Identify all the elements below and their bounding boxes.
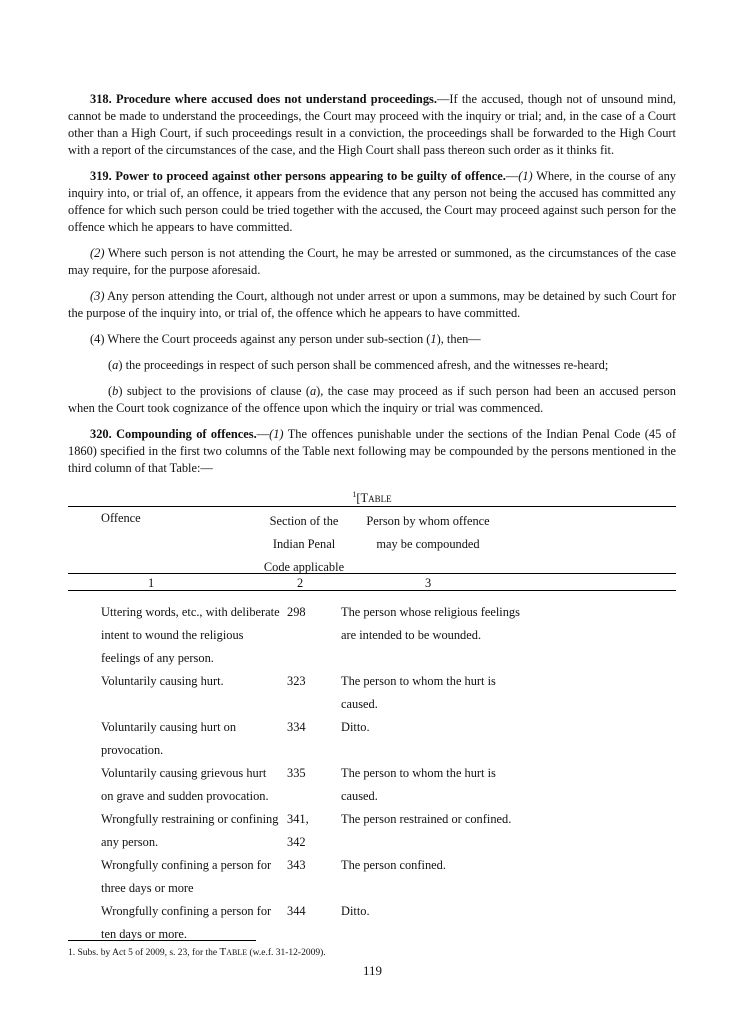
offence-cell <box>101 808 281 854</box>
person-cell <box>341 716 581 739</box>
table-row <box>68 716 676 762</box>
sub-4-post: ), then— <box>436 332 481 346</box>
column-numbers <box>68 574 676 590</box>
offence-cell <box>101 601 281 670</box>
footnote-tail: (w.e.f. 31-12-2009). <box>247 948 326 958</box>
header-person <box>358 510 498 556</box>
person-line: Ditto. <box>341 720 370 734</box>
offence-line: Voluntarily causing hurt. <box>101 674 224 688</box>
section-line: 342 <box>287 835 306 849</box>
person-line: caused. <box>341 789 378 803</box>
person-cell <box>341 762 581 808</box>
sub-4-ref: 1 <box>430 332 437 346</box>
person-line: The person whose religious feelings <box>341 605 520 619</box>
offence-line: provocation. <box>101 743 164 757</box>
section-320 <box>68 426 676 477</box>
offence-line: on grave and sudden provocation. <box>101 789 269 803</box>
footnote-table-word: Table <box>219 946 248 958</box>
clause-b-ref: a <box>309 384 317 398</box>
person-line: The person confined. <box>341 858 446 872</box>
section-320-heading: 320. Compounding of offences. <box>90 427 257 441</box>
person-cell <box>341 670 581 716</box>
section-319-sub-3 <box>68 288 676 322</box>
table-title <box>68 486 676 506</box>
section-cell <box>287 808 327 854</box>
section-318 <box>68 91 676 159</box>
header-offence: Offence <box>101 511 141 525</box>
clause-b-label: b <box>112 384 119 398</box>
section-319-sub-1: Where, in the course of any inquiry into, or trial of, an offence, it appears from the evidence that any person not being the accused has committed any offence for which such person could be tried together with the accused, the Court may proceed against such person for the offence which he appears to have committed. <box>68 169 676 234</box>
person-cell <box>341 900 581 923</box>
header-section <box>254 510 354 579</box>
footnote-text: 1. Subs. by Act 5 of 2009, s. 23, for the <box>68 948 220 958</box>
section-320-dash: — <box>256 427 270 441</box>
section-320-sub-1-number: (1) <box>269 427 284 441</box>
footnote-marker: 1 <box>352 490 357 499</box>
header-person-line: Person by whom offence <box>366 514 490 528</box>
section-318-heading: 318. Procedure where accused does not understand proceedings. <box>90 92 437 106</box>
offence-cell <box>101 716 281 762</box>
section-320-text: The offences punishable under the sections of the Indian Penal Code (45 of 1860) specified in the first two columns of the Table next following may be compounded by the persons mentioned in the third column of that Table:— <box>68 427 677 475</box>
section-319-sub-4 <box>68 331 676 348</box>
table-row <box>68 601 676 670</box>
offence-line: Wrongfully confining a person for <box>101 904 272 918</box>
offence-cell <box>101 670 281 693</box>
clause-a-text: the proceedings in respect of such person shall be commenced afresh, and the witnesses re-heard; <box>122 358 609 372</box>
person-line: The person to whom the hurt is <box>341 766 496 780</box>
footnote-rule <box>68 940 256 941</box>
section-cell: 323 <box>287 674 306 688</box>
offence-line: Uttering words, etc., with deliberate <box>101 605 280 619</box>
header-section-line: Indian Penal <box>272 537 336 551</box>
offence-line: intent to wound the religious <box>101 628 244 642</box>
section-319-sub-2 <box>68 245 676 279</box>
offence-cell <box>101 854 281 900</box>
section-cell: 298 <box>287 605 306 619</box>
section-cell: 343 <box>287 858 306 872</box>
section-line: 341, <box>287 812 309 826</box>
person-line: caused. <box>341 697 378 711</box>
document-body <box>68 91 676 946</box>
offence-line: feelings of any person. <box>101 651 214 665</box>
clause-b-text-2: ), the case may proceed as if such person had been an accused person when the Court took cognizance of the offence upon which the inquiry or trial was commenced. <box>68 384 677 415</box>
person-cell <box>341 601 581 647</box>
table-row <box>68 670 676 716</box>
page-number: 119 <box>362 963 383 978</box>
person-line: Ditto. <box>341 904 370 918</box>
section-319: 319. Power to proceed against other persons appearing to be guilty of offence.—(1) Where, in the course of any inquiry into, or trial of, an offence, it appears from the evidence that any person not being the accused has committed any offence for which such person could be tried together with the accused, the Court may proceed against such person for the offence which he appears to have committed. <box>68 169 676 234</box>
offence-cell <box>101 762 281 808</box>
offence-line: Voluntarily causing hurt on <box>101 720 237 734</box>
sub-3-number: (3) <box>90 289 105 303</box>
section-cell: 334 <box>287 720 306 734</box>
section-cell: 335 <box>287 766 306 780</box>
sub-2-number: (2) <box>90 246 105 260</box>
sub-2-text: Where such person is not attending the Court, he may be arrested or summoned, as the circumstances of the case may require, for the purpose aforesaid. <box>68 246 676 277</box>
person-line: The person to whom the hurt is <box>341 674 496 688</box>
clause-a-label: a <box>112 358 119 372</box>
sub-3-text: Any person attending the Court, although not under arrest or upon a summons, may be detained by such Court for the purpose of the inquiry into, or trial of, the offence which he appears to have committed. <box>68 289 676 320</box>
column-number: 3 <box>425 576 432 590</box>
table-title-text: [Table <box>356 491 392 505</box>
header-person-line: may be compounded <box>376 537 480 551</box>
offence-line: three days or more <box>101 881 194 895</box>
offence-line: Voluntarily causing grievous hurt <box>101 766 267 780</box>
table-header <box>68 507 676 573</box>
section-318-text: —If the accused, though not of unsound mind, cannot be made to understand the proceedings, the Court may proceed with the inquiry or trial; and, in the case of a Court other than a High Court, if such proceedings result in a conviction, the proceedings shall be forwarded to the High Court with a report of the circumstances of the case, and the High Court shall pass thereon such order as it thinks fit. <box>68 92 676 157</box>
clause-b-text-1: subject to the provisions of clause ( <box>122 384 310 398</box>
header-section-line: Code applicable <box>263 560 345 574</box>
section-cell: 344 <box>287 904 306 918</box>
sub-1-number: (1) <box>518 169 533 183</box>
footnote <box>68 946 326 958</box>
person-line: The person restrained or confined. <box>341 812 512 826</box>
offence-line: Wrongfully restraining or confining <box>101 812 279 826</box>
sub-4-pre: (4) Where the Court proceeds against any person under sub-section ( <box>90 332 431 346</box>
column-number: 1 <box>148 576 155 590</box>
clause-a: (a) the proceedings in respect of such person shall be commenced afresh, and the witnesses re-heard; <box>108 358 609 372</box>
offence-line: ten days or more. <box>101 927 188 941</box>
person-line: are intended to be wounded. <box>341 628 482 642</box>
clause-b: (b) subject to the provisions of clause (a), the case may proceed as if such person had been an accused person when the Court took cognizance of the offence upon which the inquiry or trial was commenced. <box>68 384 677 415</box>
offence-line: any person. <box>101 835 159 849</box>
column-number: 2 <box>297 576 304 590</box>
table-row <box>68 854 676 900</box>
person-cell <box>341 808 581 831</box>
header-section-line: Section of the <box>269 514 339 528</box>
offence-line: Wrongfully confining a person for <box>101 858 272 872</box>
table-row <box>68 762 676 808</box>
section-319-heading: 319. Power to proceed against other persons appearing to be guilty of offence. <box>90 169 506 183</box>
person-cell <box>341 854 581 877</box>
table-row <box>68 808 676 854</box>
